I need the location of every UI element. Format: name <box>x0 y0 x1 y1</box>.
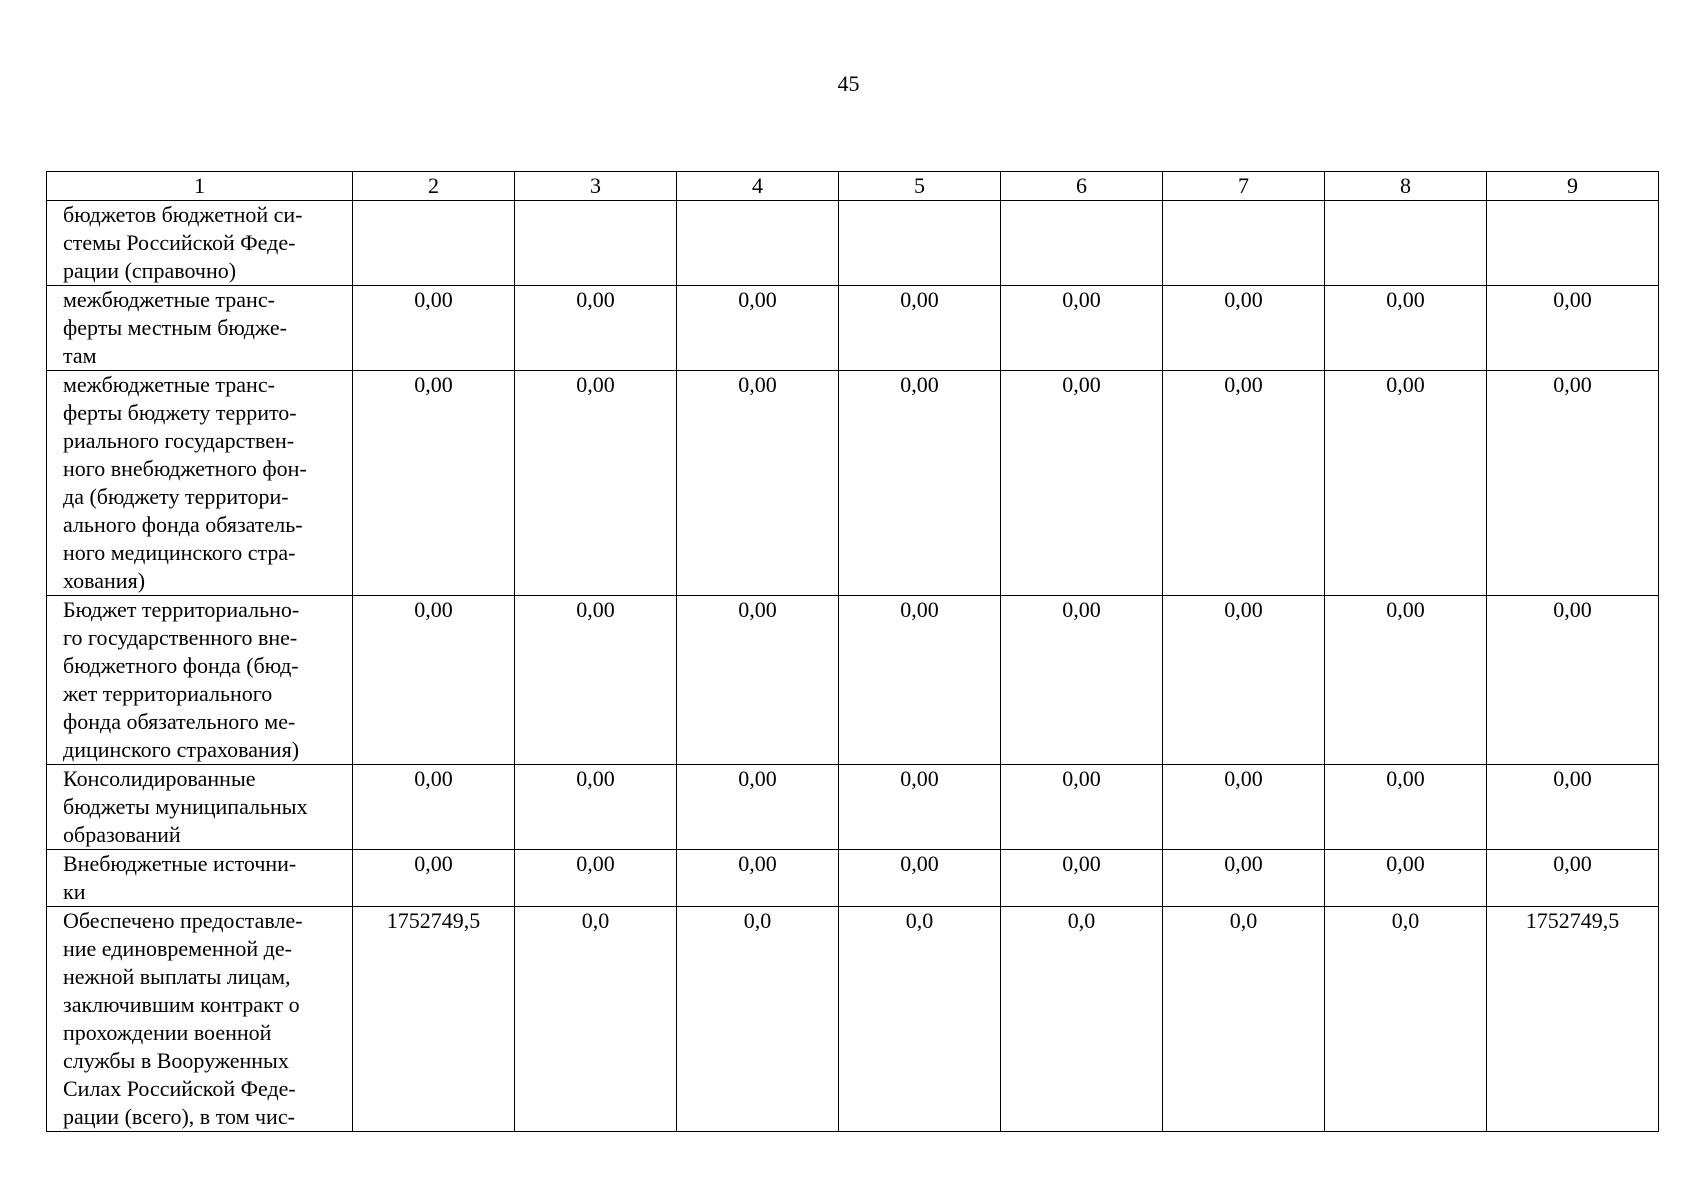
value-cell: 0,0 <box>677 907 839 1132</box>
value-cell: 0,00 <box>353 596 515 765</box>
column-header: 5 <box>839 172 1001 201</box>
row-label-line: хования) <box>63 568 146 593</box>
row-label-line: Консолидированные <box>63 766 256 791</box>
value-cell <box>1325 201 1487 286</box>
row-label <box>47 596 353 765</box>
value-cell: 0,00 <box>1325 596 1487 765</box>
value-cell: 0,00 <box>1001 765 1163 850</box>
value-cell: 0,0 <box>515 907 677 1132</box>
row-label-line: Силах Российской Феде- <box>63 1076 296 1101</box>
value-cell: 0,00 <box>677 371 839 596</box>
row-label-line: ального фонда обязатель- <box>63 512 303 537</box>
column-header: 3 <box>515 172 677 201</box>
row-label-line: заключившим контракт о <box>63 992 300 1017</box>
value-cell: 0,0 <box>839 907 1001 1132</box>
row-label-line: ного медицинского стра- <box>63 540 296 565</box>
value-cell: 0,00 <box>353 286 515 371</box>
value-cell: 0,00 <box>1487 286 1659 371</box>
value-cell: 0,00 <box>515 850 677 907</box>
value-cell <box>515 201 677 286</box>
value-cell: 0,00 <box>839 850 1001 907</box>
row-label-line: стемы Российской Феде- <box>63 230 296 255</box>
value-cell: 0,00 <box>1163 286 1325 371</box>
row-label-line: Внебюджетные источни- <box>63 851 297 876</box>
table-row <box>47 201 1659 286</box>
row-label-line: да (бюджету территори- <box>63 484 289 509</box>
value-cell: 0,00 <box>677 765 839 850</box>
value-cell: 0,00 <box>515 286 677 371</box>
value-cell: 0,00 <box>677 850 839 907</box>
budget-table <box>46 171 1659 1132</box>
page-number: 45 <box>837 71 860 96</box>
row-label-line: ферты бюджету террито- <box>63 400 297 425</box>
value-cell: 0,00 <box>1487 850 1659 907</box>
row-label <box>47 907 353 1132</box>
value-cell: 1752749,5 <box>353 907 515 1132</box>
value-cell: 0,00 <box>515 596 677 765</box>
row-label-line: жет территориального <box>63 681 273 706</box>
row-label <box>47 371 353 596</box>
column-header: 6 <box>1001 172 1163 201</box>
row-label-line: межбюджетные транс- <box>63 287 275 312</box>
table-row <box>47 765 1659 850</box>
value-cell: 0,00 <box>1001 286 1163 371</box>
row-label <box>47 765 353 850</box>
value-cell: 0,00 <box>677 596 839 765</box>
value-cell <box>1001 201 1163 286</box>
row-label-line: го государственного вне- <box>63 625 298 650</box>
row-label-line: фонда обязательного ме- <box>63 709 296 734</box>
row-label-line: риального государствен- <box>63 428 295 453</box>
value-cell: 0,0 <box>1163 907 1325 1132</box>
row-label-line: ние единовременной де- <box>63 936 292 961</box>
column-header: 2 <box>353 172 515 201</box>
value-cell: 0,00 <box>1001 596 1163 765</box>
column-header: 1 <box>47 172 353 201</box>
row-label-line: нежной выплаты лицам, <box>63 964 291 989</box>
value-cell <box>1163 201 1325 286</box>
value-cell: 0,00 <box>1325 850 1487 907</box>
row-label-line: дицинского страхования) <box>63 737 300 762</box>
row-label-line: рации (всего), в том чис- <box>63 1104 295 1129</box>
row-label-line: службы в Вооруженных <box>63 1048 289 1073</box>
row-label-line: Обеспечено предоставле- <box>63 908 303 933</box>
table-row <box>47 907 1659 1132</box>
value-cell: 0,0 <box>1001 907 1163 1132</box>
row-label <box>47 286 353 371</box>
table-header-row <box>47 172 1659 201</box>
row-label-line: прохождении военной <box>63 1020 272 1045</box>
table-row <box>47 286 1659 371</box>
value-cell: 0,00 <box>1163 850 1325 907</box>
value-cell: 0,00 <box>515 765 677 850</box>
table-row <box>47 850 1659 907</box>
value-cell: 0,00 <box>1487 371 1659 596</box>
value-cell: 0,00 <box>515 371 677 596</box>
value-cell: 0,00 <box>1001 850 1163 907</box>
value-cell: 0,00 <box>839 765 1001 850</box>
row-label-line: образований <box>63 822 181 847</box>
value-cell: 0,00 <box>1163 596 1325 765</box>
value-cell: 1752749,5 <box>1487 907 1659 1132</box>
value-cell: 0,00 <box>1325 286 1487 371</box>
row-label-line: межбюджетные транс- <box>63 372 275 397</box>
row-label-line: рации (справочно) <box>63 258 237 283</box>
value-cell <box>1487 201 1659 286</box>
value-cell: 0,00 <box>839 371 1001 596</box>
value-cell <box>677 201 839 286</box>
row-label-line: бюджетного фонда (бюд- <box>63 653 299 678</box>
value-cell: 0,00 <box>1163 371 1325 596</box>
value-cell: 0,00 <box>353 850 515 907</box>
value-cell: 0,00 <box>839 596 1001 765</box>
row-label-line: ки <box>63 879 86 904</box>
column-header: 9 <box>1487 172 1659 201</box>
row-label-line: Бюджет территориально- <box>63 597 300 622</box>
value-cell: 0,00 <box>839 286 1001 371</box>
value-cell <box>353 201 515 286</box>
value-cell: 0,00 <box>677 286 839 371</box>
value-cell: 0,00 <box>1001 371 1163 596</box>
row-label-line: бюджетов бюджетной си- <box>63 202 303 227</box>
value-cell: 0,00 <box>1325 765 1487 850</box>
column-header: 8 <box>1325 172 1487 201</box>
value-cell: 0,0 <box>1325 907 1487 1132</box>
value-cell: 0,00 <box>1487 596 1659 765</box>
table-body <box>47 201 1659 1132</box>
value-cell: 0,00 <box>1163 765 1325 850</box>
row-label <box>47 850 353 907</box>
value-cell: 0,00 <box>353 765 515 850</box>
value-cell <box>839 201 1001 286</box>
column-header: 4 <box>677 172 839 201</box>
row-label-line: ферты местным бюдже- <box>63 315 287 340</box>
value-cell: 0,00 <box>1325 371 1487 596</box>
row-label-line: бюджеты муниципальных <box>63 794 308 819</box>
table-row <box>47 371 1659 596</box>
value-cell: 0,00 <box>353 371 515 596</box>
row-label-line: там <box>63 343 97 368</box>
row-label <box>47 201 353 286</box>
row-label-line: ного внебюджетного фон- <box>63 456 307 481</box>
column-header: 7 <box>1163 172 1325 201</box>
table-row <box>47 596 1659 765</box>
value-cell: 0,00 <box>1487 765 1659 850</box>
